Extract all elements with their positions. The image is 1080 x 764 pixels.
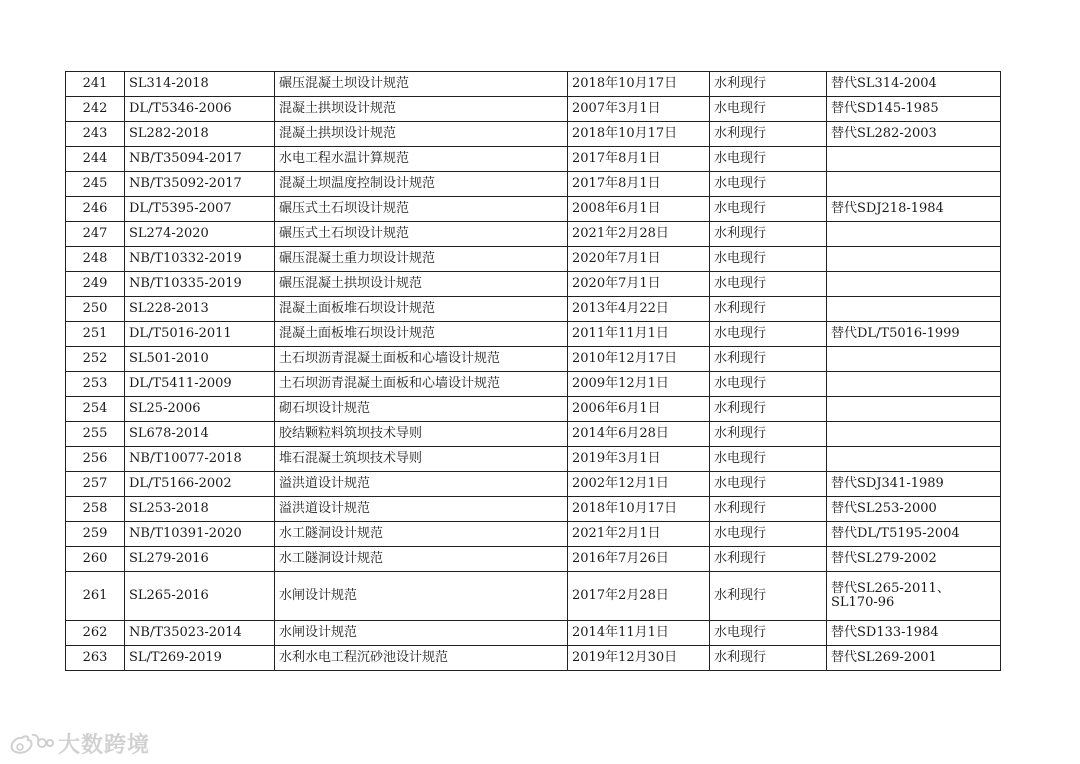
cell-status: 水利现行 xyxy=(710,122,827,147)
cell-standard-name: 堆石混凝土筑坝技术导则 xyxy=(275,447,568,472)
cell-status: 水电现行 xyxy=(710,197,827,222)
cell-number: 246 xyxy=(66,197,125,222)
cell-status: 水利现行 xyxy=(710,222,827,247)
cell-standard-code: DL/T5346-2006 xyxy=(125,97,275,122)
cell-remark xyxy=(827,347,1001,372)
cell-standard-code: DL/T5395-2007 xyxy=(125,197,275,222)
cell-remark: 替代SL253-2000 xyxy=(827,497,1001,522)
cell-number: 244 xyxy=(66,147,125,172)
cell-number: 249 xyxy=(66,272,125,297)
cell-effective-date: 2021年2月1日 xyxy=(568,522,710,547)
cell-standard-name: 混凝土拱坝设计规范 xyxy=(275,122,568,147)
cell-status: 水电现行 xyxy=(710,97,827,122)
cell-standard-code: SL/T269-2019 xyxy=(125,646,275,671)
table-row xyxy=(66,272,1001,297)
table-row xyxy=(66,397,1001,422)
table-row xyxy=(66,621,1001,646)
cell-status: 水利现行 xyxy=(710,397,827,422)
cell-remark xyxy=(827,447,1001,472)
cell-effective-date: 2021年2月28日 xyxy=(568,222,710,247)
cell-remark xyxy=(827,297,1001,322)
cell-number: 251 xyxy=(66,322,125,347)
cell-standard-name: 土石坝沥青混凝土面板和心墙设计规范 xyxy=(275,347,568,372)
cell-standard-name: 砌石坝设计规范 xyxy=(275,397,568,422)
cell-standard-code: SL265-2016 xyxy=(125,572,275,621)
cell-remark: 替代SDJ218-1984 xyxy=(827,197,1001,222)
cell-status: 水利现行 xyxy=(710,422,827,447)
cell-standard-code: SL228-2013 xyxy=(125,297,275,322)
cell-status: 水电现行 xyxy=(710,147,827,172)
cell-standard-code: SL253-2018 xyxy=(125,497,275,522)
cell-status: 水电现行 xyxy=(710,472,827,497)
cell-remark: 替代SL279-2002 xyxy=(827,547,1001,572)
table-row xyxy=(66,422,1001,447)
cell-effective-date: 2020年7月1日 xyxy=(568,272,710,297)
table-row xyxy=(66,72,1001,97)
table-row xyxy=(66,297,1001,322)
cell-standard-code: NB/T10391-2020 xyxy=(125,522,275,547)
cell-effective-date: 2017年8月1日 xyxy=(568,147,710,172)
cell-standard-name: 土石坝沥青混凝土面板和心墙设计规范 xyxy=(275,372,568,397)
cell-status: 水电现行 xyxy=(710,172,827,197)
weibo-logo-icon xyxy=(8,729,54,757)
cell-number: 248 xyxy=(66,247,125,272)
table-row xyxy=(66,197,1001,222)
cell-remark: 替代SDJ341-1989 xyxy=(827,472,1001,497)
cell-status: 水利现行 xyxy=(710,547,827,572)
cell-number: 254 xyxy=(66,397,125,422)
table-row xyxy=(66,497,1001,522)
cell-number: 255 xyxy=(66,422,125,447)
cell-remark xyxy=(827,272,1001,297)
table-row xyxy=(66,372,1001,397)
cell-effective-date: 2006年6月1日 xyxy=(568,397,710,422)
cell-remark: 替代SL282-2003 xyxy=(827,122,1001,147)
cell-effective-date: 2018年10月17日 xyxy=(568,122,710,147)
cell-status: 水电现行 xyxy=(710,272,827,297)
cell-number: 253 xyxy=(66,372,125,397)
cell-standard-code: SL25-2006 xyxy=(125,397,275,422)
table-row xyxy=(66,572,1001,621)
cell-standard-name: 水利水电工程沉砂池设计规范 xyxy=(275,646,568,671)
cell-standard-code: SL314-2018 xyxy=(125,72,275,97)
table-row xyxy=(66,447,1001,472)
cell-number: 250 xyxy=(66,297,125,322)
cell-effective-date: 2018年10月17日 xyxy=(568,72,710,97)
watermark xyxy=(8,727,150,759)
cell-standard-code: NB/T35023-2014 xyxy=(125,621,275,646)
cell-number: 247 xyxy=(66,222,125,247)
cell-effective-date: 2016年7月26日 xyxy=(568,547,710,572)
cell-status: 水电现行 xyxy=(710,322,827,347)
table-row xyxy=(66,547,1001,572)
cell-standard-name: 碾压式土石坝设计规范 xyxy=(275,197,568,222)
cell-standard-name: 溢洪道设计规范 xyxy=(275,497,568,522)
cell-remark: 替代SD145-1985 xyxy=(827,97,1001,122)
table-row xyxy=(66,122,1001,147)
cell-status: 水电现行 xyxy=(710,247,827,272)
cell-effective-date: 2019年12月30日 xyxy=(568,646,710,671)
cell-effective-date: 2014年11月1日 xyxy=(568,621,710,646)
cell-number: 263 xyxy=(66,646,125,671)
cell-number: 261 xyxy=(66,572,125,621)
cell-remark xyxy=(827,372,1001,397)
cell-standard-code: NB/T35092-2017 xyxy=(125,172,275,197)
cell-standard-code: DL/T5411-2009 xyxy=(125,372,275,397)
cell-remark: 替代DL/T5016-1999 xyxy=(827,322,1001,347)
cell-remark: 替代SL265-2011、SL170-96 xyxy=(827,572,1001,621)
cell-standard-code: DL/T5166-2002 xyxy=(125,472,275,497)
table-row xyxy=(66,322,1001,347)
cell-standard-code: SL678-2014 xyxy=(125,422,275,447)
cell-standard-code: SL274-2020 xyxy=(125,222,275,247)
table-row xyxy=(66,172,1001,197)
standards-table xyxy=(65,71,1001,671)
cell-remark: 替代DL/T5195-2004 xyxy=(827,522,1001,547)
watermark-text: 大数跨境 xyxy=(58,732,151,758)
table-row xyxy=(66,222,1001,247)
cell-status: 水电现行 xyxy=(710,447,827,472)
cell-effective-date: 2019年3月1日 xyxy=(568,447,710,472)
cell-standard-name: 碾压混凝土坝设计规范 xyxy=(275,72,568,97)
cell-remark: 替代SL269-2001 xyxy=(827,646,1001,671)
table-row xyxy=(66,147,1001,172)
cell-standard-code: DL/T5016-2011 xyxy=(125,322,275,347)
cell-remark xyxy=(827,422,1001,447)
cell-effective-date: 2009年12月1日 xyxy=(568,372,710,397)
cell-status: 水利现行 xyxy=(710,347,827,372)
cell-standard-name: 混凝土拱坝设计规范 xyxy=(275,97,568,122)
cell-standard-code: NB/T35094-2017 xyxy=(125,147,275,172)
cell-standard-code: NB/T10077-2018 xyxy=(125,447,275,472)
cell-standard-name: 水工隧洞设计规范 xyxy=(275,522,568,547)
cell-number: 259 xyxy=(66,522,125,547)
cell-standard-name: 水电工程水温计算规范 xyxy=(275,147,568,172)
cell-number: 242 xyxy=(66,97,125,122)
cell-status: 水电现行 xyxy=(710,372,827,397)
cell-number: 258 xyxy=(66,497,125,522)
cell-number: 243 xyxy=(66,122,125,147)
table-row xyxy=(66,347,1001,372)
cell-standard-name: 混凝土面板堆石坝设计规范 xyxy=(275,297,568,322)
cell-number: 256 xyxy=(66,447,125,472)
cell-standard-name: 水闸设计规范 xyxy=(275,621,568,646)
cell-status: 水利现行 xyxy=(710,72,827,97)
standards-table-body xyxy=(66,72,1001,671)
cell-effective-date: 2008年6月1日 xyxy=(568,197,710,222)
cell-standard-name: 碾压混凝土重力坝设计规范 xyxy=(275,247,568,272)
cell-remark xyxy=(827,172,1001,197)
cell-effective-date: 2013年4月22日 xyxy=(568,297,710,322)
cell-standard-name: 碾压式土石坝设计规范 xyxy=(275,222,568,247)
cell-effective-date: 2010年12月17日 xyxy=(568,347,710,372)
cell-number: 262 xyxy=(66,621,125,646)
cell-remark: 替代SD133-1984 xyxy=(827,621,1001,646)
cell-standard-code: NB/T10332-2019 xyxy=(125,247,275,272)
cell-standard-name: 胶结颗粒料筑坝技术导则 xyxy=(275,422,568,447)
cell-remark xyxy=(827,222,1001,247)
cell-standard-code: SL279-2016 xyxy=(125,547,275,572)
cell-effective-date: 2018年10月17日 xyxy=(568,497,710,522)
cell-effective-date: 2017年2月28日 xyxy=(568,572,710,621)
cell-status: 水电现行 xyxy=(710,621,827,646)
table-row xyxy=(66,646,1001,671)
cell-number: 260 xyxy=(66,547,125,572)
cell-standard-name: 碾压混凝土拱坝设计规范 xyxy=(275,272,568,297)
cell-status: 水利现行 xyxy=(710,297,827,322)
cell-effective-date: 2020年7月1日 xyxy=(568,247,710,272)
cell-effective-date: 2014年6月28日 xyxy=(568,422,710,447)
cell-remark xyxy=(827,247,1001,272)
cell-effective-date: 2017年8月1日 xyxy=(568,172,710,197)
cell-number: 257 xyxy=(66,472,125,497)
cell-number: 252 xyxy=(66,347,125,372)
table-row xyxy=(66,97,1001,122)
cell-standard-name: 混凝土坝温度控制设计规范 xyxy=(275,172,568,197)
cell-effective-date: 2002年12月1日 xyxy=(568,472,710,497)
cell-standard-code: SL501-2010 xyxy=(125,347,275,372)
cell-status: 水利现行 xyxy=(710,646,827,671)
table-row xyxy=(66,247,1001,272)
cell-standard-code: NB/T10335-2019 xyxy=(125,272,275,297)
cell-status: 水利现行 xyxy=(710,572,827,621)
table-row xyxy=(66,522,1001,547)
cell-remark xyxy=(827,147,1001,172)
cell-effective-date: 2007年3月1日 xyxy=(568,97,710,122)
cell-effective-date: 2011年11月1日 xyxy=(568,322,710,347)
cell-standard-name: 水工隧洞设计规范 xyxy=(275,547,568,572)
cell-standard-name: 水闸设计规范 xyxy=(275,572,568,621)
cell-status: 水电现行 xyxy=(710,522,827,547)
cell-remark xyxy=(827,397,1001,422)
cell-remark: 替代SL314-2004 xyxy=(827,72,1001,97)
cell-number: 241 xyxy=(66,72,125,97)
cell-number: 245 xyxy=(66,172,125,197)
cell-standard-name: 混凝土面板堆石坝设计规范 xyxy=(275,322,568,347)
table-row xyxy=(66,472,1001,497)
cell-standard-name: 溢洪道设计规范 xyxy=(275,472,568,497)
cell-status: 水利现行 xyxy=(710,497,827,522)
cell-standard-code: SL282-2018 xyxy=(125,122,275,147)
